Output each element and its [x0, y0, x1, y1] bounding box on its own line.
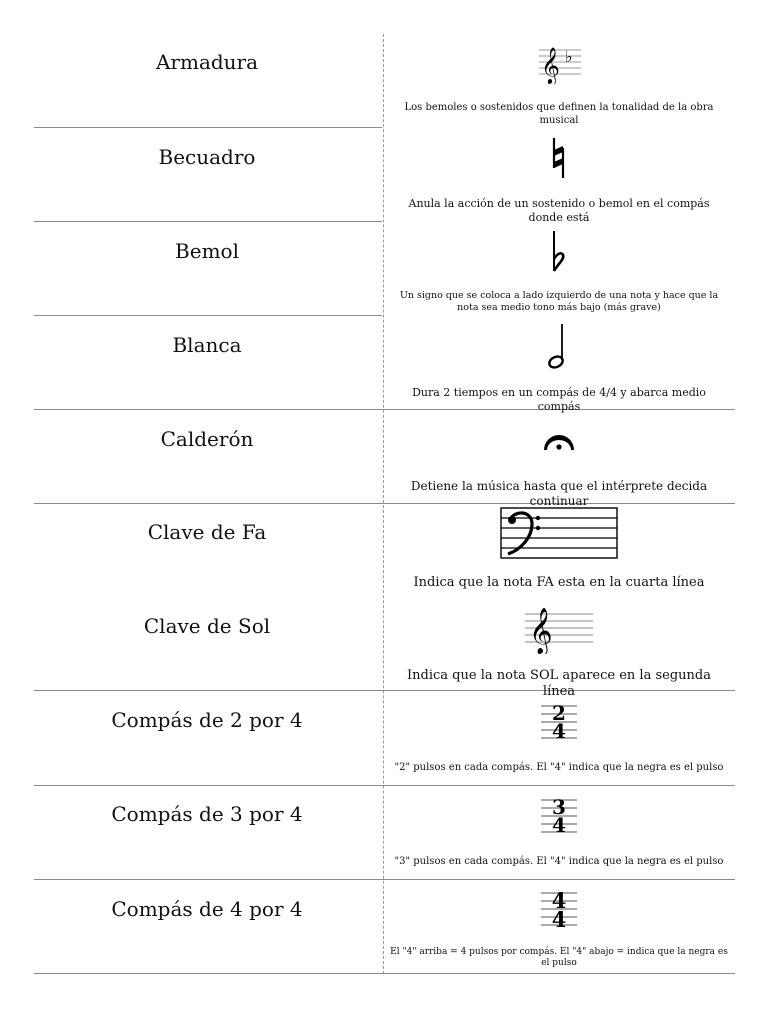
term-armadura: Armadura — [155, 50, 259, 74]
desc-armadura: Los bemoles o sostenidos que definen la tonalidad de la obra musical — [404, 102, 714, 126]
svg-text:♭: ♭ — [565, 47, 573, 66]
term-compas-4-4: Compás de 4 por 4 — [111, 897, 303, 921]
row-separator — [34, 315, 382, 316]
desc-clave-de-sol: Indica que la nota SOL aparece en la segunda línea — [407, 668, 711, 700]
row-separator — [34, 221, 382, 222]
desc-calderon: Detiene la música hasta que el intérprete decida continuar — [410, 479, 708, 508]
term-clave-de-fa: Clave de Fa — [147, 520, 267, 544]
time-signature-3-4-icon — [384, 794, 734, 842]
time-signature-denominator: 4 — [551, 907, 567, 932]
desc-compas-4-4: El "4" arriba = 4 pulsos por compás. El "4" abajo = indica que la negra es el pulso — [390, 947, 728, 969]
half-note-icon — [384, 322, 734, 374]
fermata-icon — [384, 428, 734, 456]
time-signature-numerator: 2 — [552, 701, 566, 725]
row-separator — [34, 785, 735, 786]
natural-sign-icon — [384, 136, 734, 184]
time-signature-2-4-icon — [384, 700, 734, 748]
flat-sign-icon — [384, 229, 734, 277]
term-calderon: Calderón — [160, 427, 254, 451]
time-signature-numerator: 4 — [551, 888, 567, 913]
desc-becuadro: Anula la acción de un sostenido o bemol en el compás donde está — [408, 197, 710, 224]
term-compas-2-4: Compás de 2 por 4 — [111, 708, 303, 732]
treble-clef-icon — [384, 600, 734, 658]
svg-text:𝄞: 𝄞 — [541, 46, 560, 84]
desc-blanca: Dura 2 tiempos en un compás de 4/4 y abarca medio compás — [412, 386, 706, 413]
row-separator — [34, 879, 735, 880]
time-signature-numerator: 3 — [552, 795, 566, 819]
term-compas-3-4: Compás de 3 por 4 — [111, 802, 303, 826]
row-separator — [34, 973, 735, 974]
term-becuadro: Becuadro — [158, 145, 256, 169]
desc-compas-2-4: "2" pulsos en cada compás. El "4" indica que la negra es el pulso — [394, 762, 724, 773]
row-separator — [34, 127, 382, 128]
key-signature-icon — [384, 40, 734, 88]
time-signature-denominator: 4 — [552, 719, 566, 743]
desc-compas-3-4: "3" pulsos en cada compás. El "4" indica que la negra es el pulso — [394, 856, 724, 867]
time-signature-4-4-icon — [384, 887, 734, 937]
bass-clef-icon — [384, 506, 734, 564]
time-signature-denominator: 4 — [552, 813, 566, 837]
term-bemol: Bemol — [175, 239, 239, 263]
term-blanca: Blanca — [172, 333, 242, 357]
term-clave-de-sol: Clave de Sol — [143, 614, 271, 638]
desc-bemol: Un signo que se coloca a lado izquierdo de una nota y hace que la nota sea medio tono más bajo (más grave) — [399, 290, 719, 313]
svg-text:𝄞: 𝄞 — [529, 608, 553, 654]
desc-clave-de-fa: Indica que la nota FA esta en la cuarta línea — [413, 575, 705, 590]
